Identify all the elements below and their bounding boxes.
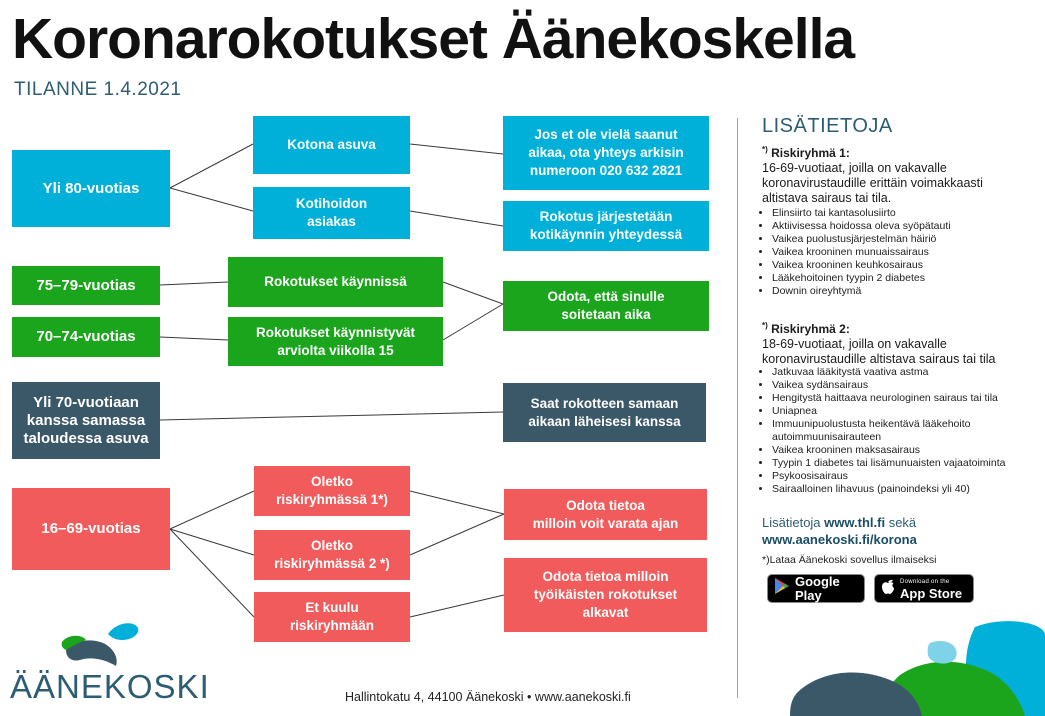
list-item: • Vaikea krooninen munuaissairaus xyxy=(772,246,1045,259)
connector-line xyxy=(160,282,228,285)
riskiryhma-2-list xyxy=(762,366,1045,496)
connector-line xyxy=(443,282,503,304)
connector-line xyxy=(170,144,253,188)
box-age-75-79: 75–79-vuotias xyxy=(12,266,160,305)
box-odota-tyoikaiset: Odota tietoa milloin työikäisten rokotukset alkavat xyxy=(504,558,707,632)
more-info-prefix: Lisätietoja xyxy=(762,515,821,530)
status-date: TILANNE 1.4.2021 xyxy=(14,79,182,100)
connector-line xyxy=(410,144,503,154)
list-item: • Vaikea krooninen maksasairaus xyxy=(772,444,1045,457)
divider xyxy=(737,118,738,698)
list-item: • Jatkuvaa lääkitystä vaativa astma xyxy=(772,366,1045,379)
box-saat-rokotteen: Saat rokotteen samaan aikaan läheisesi kanssa xyxy=(503,383,706,442)
thl-link[interactable]: www.thl.fi xyxy=(824,515,886,530)
app-note: *)Lataa Äänekoski sovellus ilmaiseksi xyxy=(762,554,937,566)
list-item: • Vaikea puolustusjärjestelmän häiriö xyxy=(772,233,1045,246)
list-item: • Uniapnea xyxy=(772,405,1045,418)
connector-line xyxy=(410,595,504,617)
connector-line xyxy=(443,304,503,340)
box-odota-tietoa: Odota tietoa milloin voit varata ajan xyxy=(504,489,707,540)
google-play-name: Google Play xyxy=(795,573,840,603)
list-item: • Elinsiirto tai kantasolusiirto xyxy=(772,207,1045,220)
list-item: • Downin oireyhtymä xyxy=(772,285,1045,298)
more-info xyxy=(762,514,917,548)
box-ota-yhteys: Jos et ole vielä saanut aikaa, ota yhteys arkisin numeroon 020 632 2821 xyxy=(503,116,709,190)
list-item: • Lääkehoitoinen tyypin 2 diabetes xyxy=(772,272,1045,285)
google-play-icon xyxy=(774,577,790,600)
list-item: • Vaikea krooninen keuhkosairaus xyxy=(772,259,1045,272)
connector-line xyxy=(170,491,254,529)
page-title: Koronarokotukset Äänekoskella xyxy=(12,7,855,71)
aanekoski-korona-link[interactable]: www.aanekoski.fi/korona xyxy=(762,532,917,547)
list-item: • Hengitystä haittaava neurologinen sairaus tai tila xyxy=(772,392,1045,405)
box-riskiryhma-1: Oletko riskiryhmässä 1*) xyxy=(254,466,410,516)
riskiryhma-1-list xyxy=(762,207,1045,298)
google-play-bottom: PALVELUSTA xyxy=(795,604,836,611)
riskiryhma-2-info xyxy=(762,318,1032,367)
box-kotona-asuva: Kotona asuva xyxy=(253,116,410,174)
more-info-mid: sekä xyxy=(888,515,917,530)
riskiryhma-1-description: 16-69-vuotiaat, joilla on vakavalle koronavirustaudille erittäin voimakkaasti altistava sairaus tai tila. xyxy=(762,161,983,205)
list-item: • Immuunipuolustusta heikentävä lääkehoito autoimmuunisairauteen xyxy=(772,418,1045,444)
info-title: LISÄTIETOJA xyxy=(762,115,893,137)
box-yli-80: Yli 80-vuotias xyxy=(12,150,170,227)
google-play-top: HANKI xyxy=(795,566,815,573)
box-age-70-74: 70–74-vuotias xyxy=(12,317,160,357)
list-item: • Sairaalloinen lihavuus (painoindeksi yli 40) xyxy=(772,483,1045,496)
connector-line xyxy=(410,514,504,555)
footnote-mark: *) xyxy=(762,145,768,154)
connector-line xyxy=(410,491,504,514)
box-riskiryhma-2: Oletko riskiryhmässä 2 *) xyxy=(254,530,410,580)
decorative-waves xyxy=(780,615,1045,716)
connector-line xyxy=(160,337,228,340)
app-store-badge[interactable] xyxy=(874,574,974,603)
box-odota-soitto: Odota, että sinulle soitetaan aika xyxy=(503,281,709,331)
footnote-mark: *) xyxy=(762,321,768,330)
footer-address: Hallintokatu 4, 44100 Äänekoski • www.aanekoski.fi xyxy=(345,690,631,704)
list-item: • Aktiivisessa hoidossa oleva syöpätauti xyxy=(772,220,1045,233)
box-kotihoito: Kotihoidon asiakas xyxy=(253,187,410,239)
app-store-name: App Store xyxy=(900,585,963,601)
box-ei-riskiryhmaa: Et kuulu riskiryhmään xyxy=(254,592,410,642)
aanekoski-logo-icon xyxy=(58,620,142,668)
aanekoski-logo-text: ÄÄNEKOSKI xyxy=(10,668,210,705)
apple-icon xyxy=(881,578,895,600)
connector-line xyxy=(410,211,503,226)
riskiryhma-2-description: 18-69-vuotiaat, joilla on vakavalle koronavirustaudille altistava sairaus tai tila xyxy=(762,337,996,366)
box-kotikaynti: Rokotus järjestetään kotikäynnin yhteydessä xyxy=(503,201,709,251)
google-play-badge[interactable] xyxy=(767,566,865,611)
connector-line xyxy=(160,412,503,420)
list-item: • Tyypin 1 diabetes tai lisämunuaisten vajaatoiminta xyxy=(772,457,1045,470)
list-item: • Psykoosisairaus xyxy=(772,470,1045,483)
riskiryhma-2-heading: Riskiryhmä 2: xyxy=(771,322,850,336)
connector-line xyxy=(170,188,253,211)
riskiryhma-1-info xyxy=(762,142,1032,206)
box-yli-70-talous: Yli 70-vuotiaan kanssa samassa taloudessa asuva xyxy=(12,382,160,459)
list-item: • Vaikea sydänsairaus xyxy=(772,379,1045,392)
box-rokotukset-kaynnistyvat: Rokotukset käynnistyvät arviolta viikolla 15 xyxy=(228,317,443,366)
box-age-16-69: 16–69-vuotias xyxy=(12,488,170,570)
riskiryhma-1-heading: Riskiryhmä 1: xyxy=(771,146,850,160)
box-rokotukset-kaynnissa: Rokotukset käynnissä xyxy=(228,257,443,307)
app-store-top: Download on the xyxy=(900,578,950,585)
